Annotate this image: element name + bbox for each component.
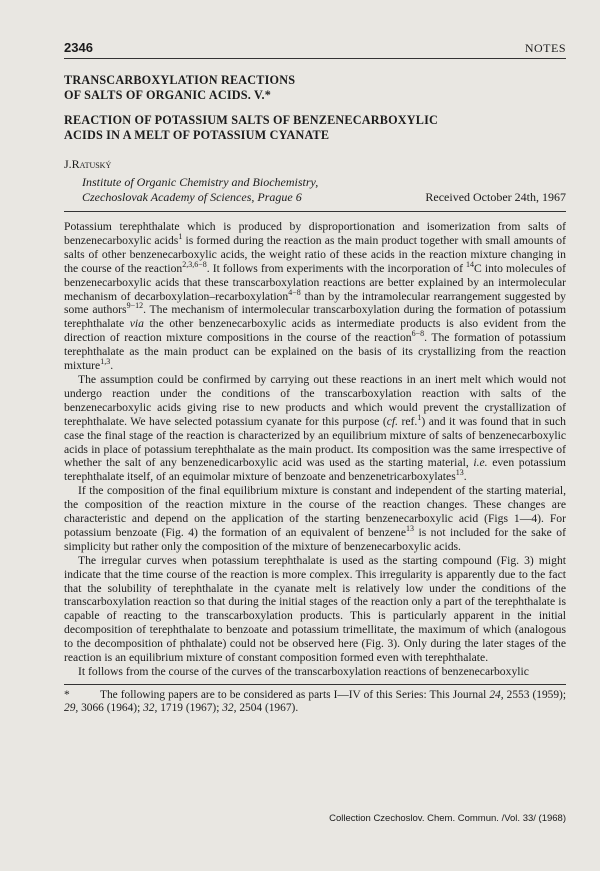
footnote-mark: * [64, 688, 70, 701]
text-run: The following papers are to be considered as parts I—IV of this Series: This Journal [100, 688, 490, 701]
text-run: . The formation of potassium terephthalate as the main product can be explained on the basis of its crystallizing from the reaction mixture [64, 331, 566, 373]
section-label: NOTES [524, 41, 566, 55]
volume-number: 24, [489, 688, 504, 701]
affiliation-line-1: Institute of Organic Chemistry and Biochemistry, [82, 175, 319, 189]
italic-term: cf. [386, 414, 399, 428]
text-run: ref. [398, 414, 418, 428]
volume-number: 29, [64, 702, 79, 715]
series-title-line-2: OF SALTS OF ORGANIC ACIDS. V.* [64, 88, 272, 102]
author-surname: Ratuský [71, 157, 112, 171]
footnote-divider [64, 684, 566, 685]
text-run: 2553 (1959); [503, 688, 567, 701]
author-initial: J. [64, 157, 72, 171]
page-number: 2346 [64, 40, 93, 55]
text-run: is formed during the reaction as the main product together with small amounts of salts of other benzenecarboxylic acids, the weight ratio of these acids in the reaction mixture changing in the course of the reaction [64, 233, 566, 275]
text-run: 1719 (1967); [157, 702, 223, 715]
paragraph-5: It follows from the course of the curves of the transcarboxylation reactions of benzenecarboxylic [78, 665, 529, 678]
text-run: is not included for the sake of simplicity but rather only the composition of the mixture of benzenecarboxylic acids. [64, 525, 566, 553]
text-run: . The mechanism of intermolecular transcarboxylation during the formation of potassium terephthalate [64, 303, 566, 331]
reference-mark: 6−8 [411, 329, 425, 339]
reference-mark: 1 [417, 412, 422, 422]
reference-mark: 1,3 [100, 357, 111, 367]
footnote [64, 689, 566, 716]
paragraph-2 [64, 373, 566, 484]
reference-mark: 2,3,6−8 [182, 259, 207, 269]
text-run: . It follows from experiments with the incorporation of [206, 261, 467, 275]
volume-number: 32, [222, 702, 237, 715]
reference-mark: 13 [406, 524, 415, 534]
reference-mark: 1 [178, 232, 183, 242]
text-run: If the composition of the final equilibrium mixture is constant and independent of the starting material, the composition of the reaction mixture in the course of the reaction changes. These changes are characteristic and depend on the application of the starting benzenecarboxylic acid (Figs 1—4). For potassium benzoate (Fig. 4) the formation of an equivalent of benzene [64, 484, 566, 539]
paragraph-4: The irregular curves when potassium terephthalate is used as the starting compound (Fig. 3) might indicate that the time course of the reaction is more complex. This irregularity is apparently due to the fact that the solubility of terephthalate in the cyanate melt is relatively low under the conditions of the transcarboxylation reaction so that during the initial stages of the reaction only a part of the terephthalate is capable of reacting to the transcarboxylation products. This is particularly apparent in the initial decomposition of terephthalate to benzoate and potassium trimellitate, the maximum of which (analogous to the decomposition of phthalate) could not be observed here (Fig. 3). Only during the later stages of the reaction is an equilibrium mixture of constant composition formed even with terephthalate. [64, 553, 566, 665]
received-date: Received October 24th, 1967 [425, 190, 566, 204]
text-run: . [110, 359, 114, 373]
text-run: ) and it was found that in such case the final stage of the reaction is characterized by an equilibrium mixture of salts of benzenecarboxylic acids in place of potassium terephthalate as the main product. Its composition was the same irrespective of whether the salt of any benzenedicarboxylic acid was used as the starting material, [64, 414, 566, 470]
text-run: even potassium terephthalate itself, of an equimolar mixture of benzoate and benzenetricarboxylates [64, 456, 566, 484]
text-run: Potassium terephthalate which is produced by disproportionation and isomerization from salts of benzenecarboxylic acids [64, 220, 566, 247]
text-run: C into molecules of benzenecarboxylic acids that these transcarboxylation reactions are better explained by an intermolecular mechanism of decarboxylation–recarboxylation [64, 261, 566, 303]
reference-mark: 9−12 [126, 301, 144, 311]
article-body [64, 220, 566, 679]
text-run: 3066 (1964); [78, 702, 144, 715]
italic-term: via [129, 317, 144, 331]
text-run: than by the intramolecular rearrangement suggested by some authors [64, 289, 566, 317]
affiliation [82, 175, 566, 205]
volume-number: 32, [143, 702, 158, 715]
text-run: . [463, 470, 467, 484]
series-title-line-1: TRANSCARBOXYLATION REACTIONS [64, 73, 296, 87]
isotope-mark: 14 [466, 259, 475, 269]
article-title [64, 73, 566, 143]
affiliation-line-2: Czechoslovak Academy of Sciences, Prague 6 [82, 190, 302, 204]
text-run: 2504 (1967). [236, 702, 299, 715]
main-title-line-2: ACIDS IN A MELT OF POTASSIUM CYANATE [64, 128, 330, 142]
text-run: the other benzenecarboxylic acids as intermediate products is also evident from the direction of reaction mixture compositions in the course of the reaction [64, 317, 566, 345]
paragraph-3 [64, 484, 566, 554]
italic-term: i.e. [473, 456, 488, 470]
reference-mark: 13 [455, 468, 464, 478]
paragraph-1 [64, 220, 566, 373]
header-divider [64, 211, 566, 212]
text-run: The assumption could be confirmed by carrying out these reactions in an inert melt which would not undergo reaction under the conditions of the transcarboxylation reaction with salts of the benzenecarboxylic acids giving rise to new products and which would prevent the crystallization of terephthalate. We have selected potassium cyanate for this purpose ( [64, 372, 566, 428]
running-header [64, 40, 566, 59]
reference-mark: 4−8 [288, 287, 301, 297]
journal-footer: Collection Czechoslov. Chem. Commun. /Vol. 33/ (1968) [329, 813, 566, 824]
main-title-line-1: REACTION OF POTASSIUM SALTS OF BENZENECARBOXYLIC [64, 113, 439, 127]
author [64, 157, 566, 172]
